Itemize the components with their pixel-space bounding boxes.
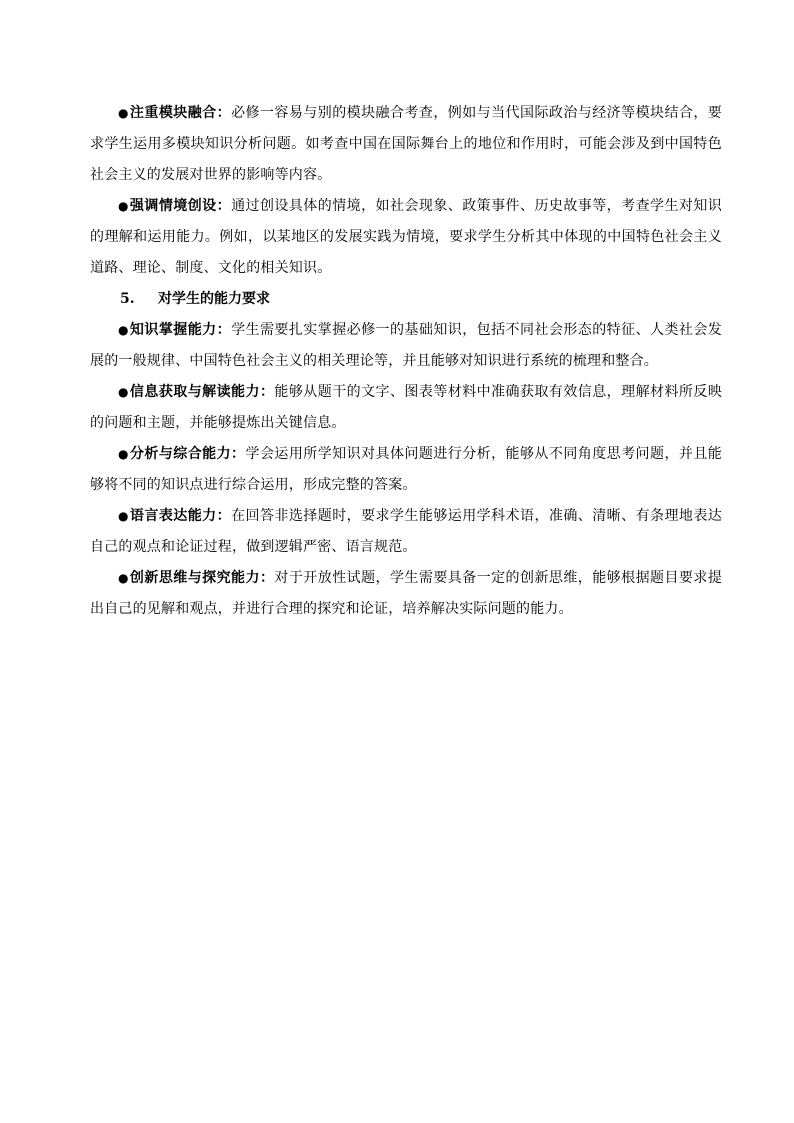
paragraph-text: 通过创设具体的情境，如社会现象、政策事件、历史故事等，考查学生对知识的理解和运用能力。例如，以某地区的发展实践为情境，要求学生分析其中体现的中国特色社会主义道路、理论、制度、文化的相关知识。 <box>90 198 722 276</box>
bullet-icon: ● <box>118 199 129 213</box>
bullet-icon: ● <box>118 571 129 585</box>
paragraph-text: 学生需要扎实掌握必修一的基础知识，包括不同社会形态的特征、人类社会发展的一般规律、中国特色社会主义的相关理论等，并且能够对知识进行系统的梳理和整合。 <box>90 322 722 369</box>
paragraph-analysis-synthesis <box>90 439 722 501</box>
document-page <box>90 98 722 625</box>
paragraph-language-expression <box>90 501 722 563</box>
bullet-icon: ● <box>118 509 129 523</box>
paragraph-term: 语言表达能力： <box>129 508 232 524</box>
bullet-icon: ● <box>118 447 129 461</box>
section-heading <box>90 284 722 315</box>
paragraph-term: 创新思维与探究能力： <box>129 570 275 586</box>
paragraph-knowledge-mastery <box>90 315 722 377</box>
paragraph-text: 学会运用所学知识对具体问题进行分析，能够从不同角度思考问题，并且能够将不同的知识点进行综合运用，形成完整的答案。 <box>90 446 722 493</box>
bullet-icon: ● <box>118 323 129 337</box>
section-title: 对学生的能力要求 <box>158 291 270 307</box>
paragraph-text: 对于开放性试题，学生需要具备一定的创新思维，能够根据题目要求提出自己的见解和观点，并进行合理的探究和论证，培养解决实际问题的能力。 <box>90 570 723 617</box>
paragraph-term: 信息获取与解读能力： <box>129 384 275 400</box>
paragraph-term: 分析与综合能力： <box>129 446 246 462</box>
paragraph-text: 在回答非选择题时，要求学生能够运用学科术语，准确、清晰、有条理地表达自己的观点和论证过程，做到逻辑严密、语言规范。 <box>90 508 722 555</box>
paragraph-context-creation <box>90 191 722 284</box>
paragraph-module-integration <box>90 98 722 191</box>
paragraph-term: 强调情境创设： <box>129 198 232 214</box>
paragraph-innovation-inquiry <box>90 563 722 625</box>
bullet-icon: ● <box>118 385 129 399</box>
section-number: 5. <box>120 291 135 307</box>
paragraph-text: 必修一容易与别的模块融合考查，例如与当代国际政治与经济等模块结合，要求学生运用多模块知识分析问题。如考查中国在国际舞台上的地位和作用时，可能会涉及到中国特色社会主义的发展对世界的影响等内容。 <box>90 105 722 183</box>
bullet-icon: ● <box>118 106 129 120</box>
paragraph-information-reading <box>90 377 722 439</box>
paragraph-term: 知识掌握能力： <box>129 322 232 338</box>
paragraph-term: 注重模块融合： <box>129 105 232 121</box>
paragraph-text: 能够从题干的文字、图表等材料中准确获取有效信息，理解材料所反映的问题和主题，并能够提炼出关键信息。 <box>90 384 723 431</box>
